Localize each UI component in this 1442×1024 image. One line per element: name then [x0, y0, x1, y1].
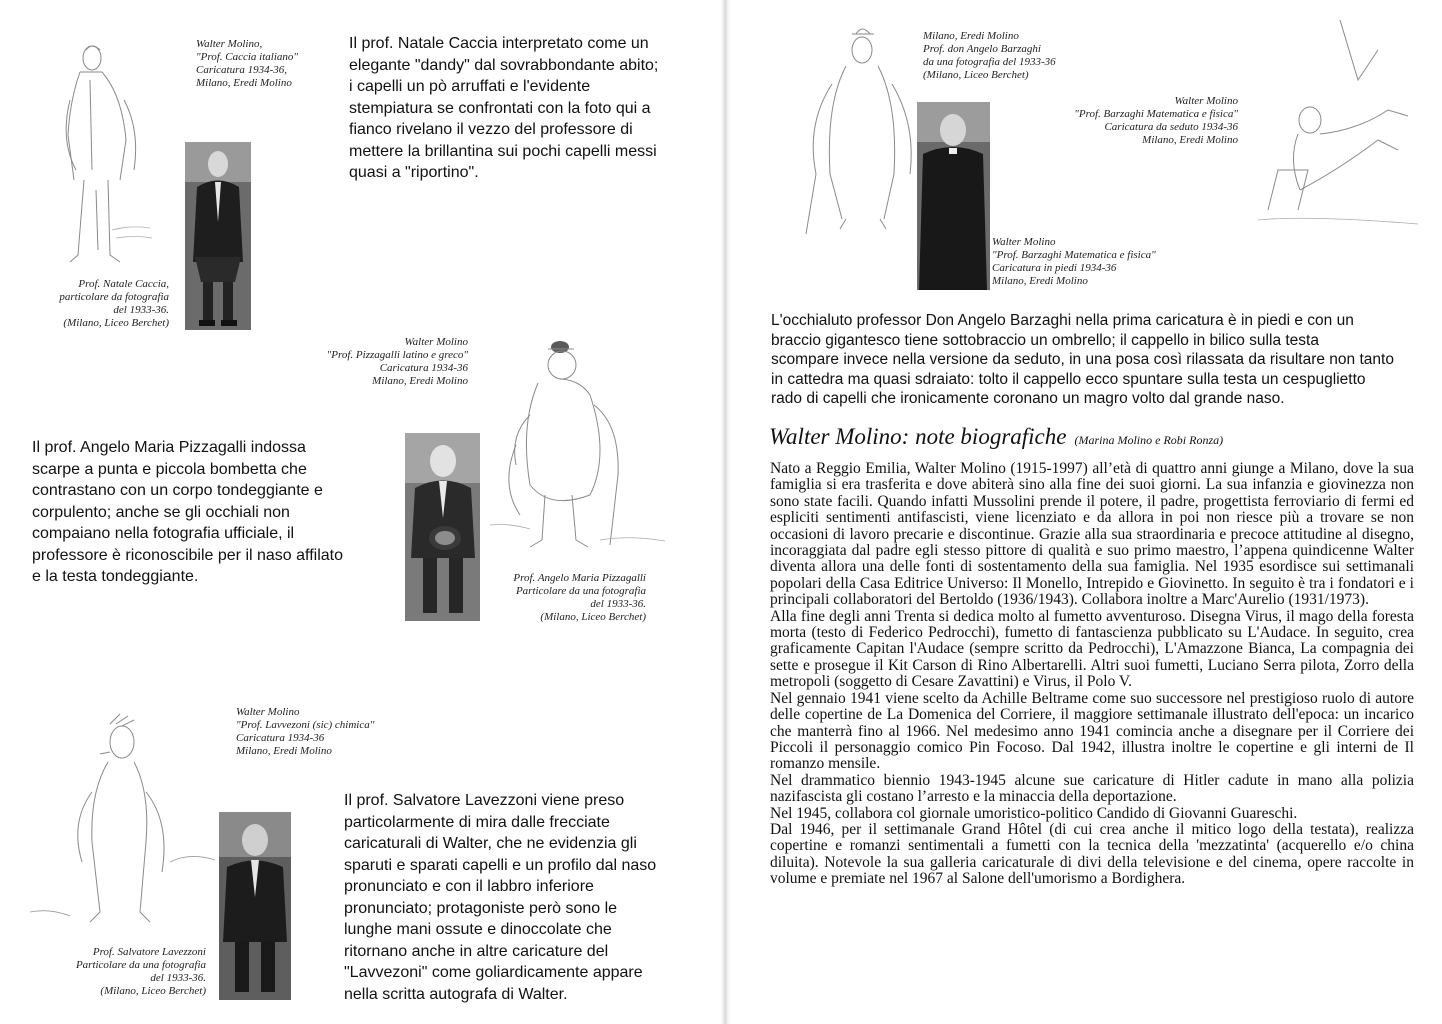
photo-lavezzoni	[219, 812, 291, 1000]
caption-pizzagalli-sketch: Walter Molino "Prof. Pizzagalli latino e greco" Caricatura 1934-36 Milano, Eredi Molino	[326, 336, 468, 387]
caricature-barzaghi-standing	[776, 24, 926, 249]
bio-paragraph: Nato a Reggio Emilia, Walter Molino (1915-1997) all’età di quattro anni giunge a Milano, dove la sua famiglia si era trasferita e dove abiterà sino alla fine dei suoi giorni. La sua infanzia e giovinezza non sono state facili. Quando infatti Mussolini prende il potere, il padre, progettista ferroviario di fermi ed espliciti sentimenti antifascisti, viene licenziato e da allora in poi non riesce più a trovare se non occasioni di lavoro precarie e discontinue. Grazie alla sua straordinaria e precoce attitudine al disegno, incoraggiata dal padre egli stesso pittore di qualità e suo primo maestro, l’appena quindicenne Walter diventa allora una delle fonti di sostentamento della sua famiglia. Nel 1935 esordisce sui settimanali popolari della Casa Editrice Universo: Il Monello, Intrepido e Giovinetto. In seguito è tra i fondatori e i principali collaboratori del Bertoldo (1936/1943). Collabora inoltre a Marc'Aurelio (1931/1973).	[770, 460, 1414, 609]
caricature-pizzagalli	[490, 335, 670, 570]
text-lavezzoni: Il prof. Salvatore Lavezzoni viene preso particolarmente di mira dalle frecciate caricaturali di Walter, che ne evidenzia gli sparuti e sparati capelli e un profilo dal naso pronunciato e con il labbro inferiore pronunciato; protagoniste però sono le lunghe mani ossute e dinoccolate che ritornano anche in altre caricature del "Lavvezoni" come goliardicamente appare nella scritta autografa di Walter.	[344, 792, 657, 1003]
bio-paragraph: Nel gennaio 1941 viene scelto da Achille Beltrame come suo successore nel prestigioso ruolo di autore delle copertine de La Domenica del Corriere, il maggiore settimanale illustrato dell'epoca: un incarico che manterrà fino al 1966. Nel medesimo anno 1941 comincia anche a disegnare per il Corriere dei Piccoli il personaggio comico Pin Focoso. Dal 1942, illustra inoltre le copertine e gli interni de Il romanzo mensile.	[770, 689, 1414, 773]
bio-paragraph: Nel drammatico biennio 1943-1945 alcune sue caricature di Hitler cadute in mano alla polizia nazifascista gli costano l’arresto e la minaccia della deportazione.	[770, 771, 1414, 806]
bio-paragraph: Nel 1945, collabora col giornale umoristico-politico Candido di Giovanni Guareschi.	[770, 804, 1298, 822]
text-pizzagalli: Il prof. Angelo Maria Pizzagalli indossa scarpe a punta e piccola bombetta che contrastano con un corpo tondeggiante e corpulento; anche se gli occhiali non compaiano nella fotografia ufficiale, il professore è riconoscibile per il naso affilato e la testa tondeggiante.	[32, 439, 343, 585]
bio-authors: (Marina Molino e Robi Ronza)	[1074, 433, 1224, 447]
caption-barzaghi-photo: Milano, Eredi Molino Prof. don Angelo Barzaghi da una fotografia del 1933-36 (Milano, Liceo Berchet)	[923, 30, 1056, 81]
caption-caccia-photo: Prof. Natale Caccia, particolare da fotografia del 1933-36. (Milano, Liceo Berchet)	[59, 278, 169, 329]
caricature-caccia	[40, 40, 180, 275]
page-fold	[721, 0, 731, 1024]
photo-barzaghi	[917, 102, 990, 290]
caricature-lavezzoni	[30, 712, 220, 942]
caption-barzaghi-standing: Walter Molino "Prof. Barzaghi Matematica e fisica" Caricatura in piedi 1934-36 Milano, Eredi Molino	[992, 236, 1156, 287]
text-caccia: Il prof. Natale Caccia interpretato come un elegante "dandy" dal sovrabbondante abito; i capelli un pò arruffati e l'evidente stempiatura se confrontati con la foto qui a fianco rivelano il vezzo del professore di mettere la brillantina sui pochi capelli messi quasi a "riportino".	[349, 35, 659, 181]
caption-lavezzoni-photo: Prof. Salvatore Lavezzoni Particolare da una fotografia del 1933-36. (Milano, Liceo Berchet)	[75, 946, 206, 997]
bio-paragraph: Dal 1946, per il settimanale Grand Hôtel (di cui crea anche il mitico logo della testata), realizza copertine e romanzi sentimentali a fumetti con la tecnica della 'mezzatinta' (acquerello e/o china diluita). Notevole la sua galleria caricaturale di divi della televisione e del cinema, opere raccolte in volume e premiate nel 1967 al Salone dell'umorismo a Bordighera.	[770, 820, 1414, 888]
text-barzaghi: L'occhialuto professor Don Angelo Barzaghi nella prima caricatura è in piedi e con un braccio gigantesco tiene sottobraccio un ombrello; il cappello in bilico sulla testa scompare invece nella versione da seduto, in una posa così rilassata da risultare non tanto in cattedra ma quasi sdraiato: tolto il cappello ecco spuntare sulla testa un cespuglietto rado di capelli che ironicamente coronano un magro volto dal grande naso.	[771, 312, 1394, 407]
caption-barzaghi-seated: Walter Molino "Prof. Barzaghi Matematica e fisica" Caricatura da seduto 1934-36 Milano, Eredi Molino	[1074, 95, 1238, 146]
bio-heading	[769, 424, 1223, 450]
caption-pizzagalli-photo: Prof. Angelo Maria Pizzagalli Particolare da una fotografia del 1933-36. (Milano, Liceo Berchet)	[513, 572, 646, 623]
photo-caccia	[185, 142, 251, 330]
caption-lavezzoni-sketch: Walter Molino "Prof. Lavvezoni (sic) chimica" Caricatura 1934-36 Milano, Eredi Molino	[236, 706, 375, 757]
caricature-barzaghi-seated	[1248, 20, 1428, 240]
caption-caccia-sketch: Walter Molino, "Prof. Caccia italiano" Caricatura 1934-36, Milano, Eredi Molino	[196, 38, 299, 89]
bio-paragraph: Alla fine degli anni Trenta si dedica molto al fumetto avventuroso. Disegna Virus, il mago della foresta morta (testo di Federico Pedrocchi), fumetto di fantascienza pubblicato su L'Audace. In seguito, crea graficamente Capitan l'Audace (sempre scritto da Pedrocchi), L'Amazzone Bianca, La compagnia dei sette e prosegue il Kit Carson di Rino Albertarelli. Altri suoi fumetti, Luciano Serra pilota, Zorro della metropoli (soggetto di Cesare Zavattini) e Virus, il Polo V.	[770, 607, 1414, 691]
bio-body	[770, 461, 1414, 888]
photo-pizzagalli	[405, 433, 480, 621]
bio-title: Walter Molino: note biografiche	[769, 424, 1067, 449]
